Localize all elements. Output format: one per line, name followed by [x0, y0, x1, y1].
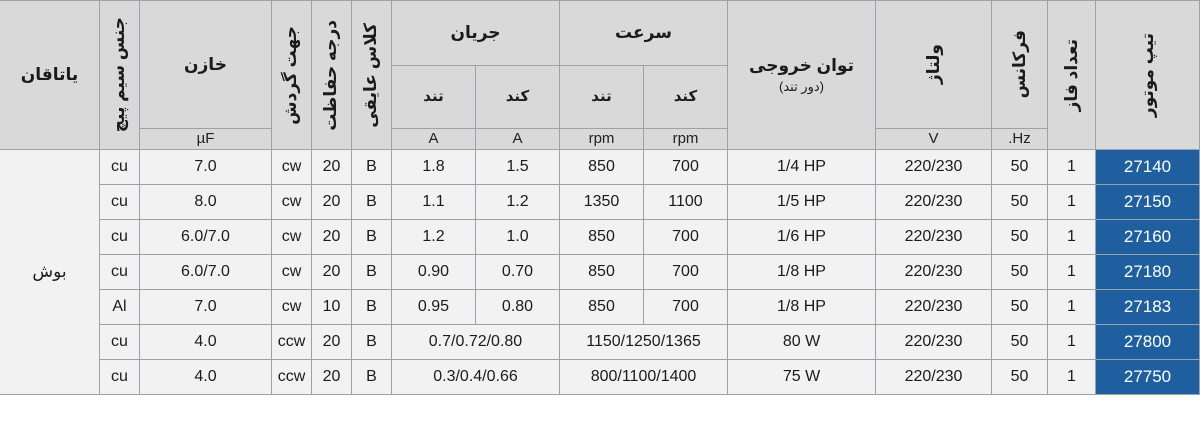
cell-frequency: 50 — [992, 220, 1048, 255]
header-current-low: کند — [476, 66, 560, 128]
cell-frequency: 50 — [992, 150, 1048, 185]
cell-code: 27180 — [1096, 255, 1200, 290]
cell-rotation: cw — [271, 290, 311, 325]
cell-rotation: cw — [271, 255, 311, 290]
cell-speed-high: 850 — [560, 290, 644, 325]
cell-power: 1/8 HP — [728, 290, 876, 325]
cell-winding: cu — [99, 325, 139, 360]
cell-winding: cu — [99, 360, 139, 395]
cell-protection-degree: 20 — [311, 360, 351, 395]
cell-voltage: 220/230 — [876, 150, 992, 185]
cell-protection-degree: 20 — [311, 150, 351, 185]
cell-protection-degree: 20 — [311, 185, 351, 220]
header-speed-high: تند — [560, 66, 644, 128]
cell-capacitor: 8.0 — [139, 185, 271, 220]
header-phases: تعداد فاز — [1048, 1, 1096, 150]
cell-phases: 1 — [1048, 290, 1096, 325]
cell-capacitor: 7.0 — [139, 150, 271, 185]
cell-code: 27150 — [1096, 185, 1200, 220]
unit-current-low: A — [476, 128, 560, 149]
cell-current-low: 1.5 — [476, 150, 560, 185]
cell-code: 27800 — [1096, 325, 1200, 360]
cell-capacitor: 7.0 — [139, 290, 271, 325]
cell-frequency: 50 — [992, 255, 1048, 290]
cell-voltage: 220/230 — [876, 220, 992, 255]
table-row — [0, 185, 1200, 220]
header-winding: جنس سیم پیچ — [99, 1, 139, 150]
cell-code: 27183 — [1096, 290, 1200, 325]
cell-phases: 1 — [1048, 185, 1096, 220]
cell-current-high: 1.8 — [391, 150, 475, 185]
cell-winding: cu — [99, 150, 139, 185]
cell-current-low: 1.2 — [476, 185, 560, 220]
cell-current-low: 0.80 — [476, 290, 560, 325]
header-insulation-class: کلاس عایقی — [351, 1, 391, 150]
cell-power: 1/8 HP — [728, 255, 876, 290]
cell-code: 27750 — [1096, 360, 1200, 395]
cell-voltage: 220/230 — [876, 360, 992, 395]
cell-voltage: 220/230 — [876, 185, 992, 220]
cell-insulation-class: B — [351, 360, 391, 395]
unit-frequency: Hz. — [992, 128, 1048, 149]
header-code: تیپ موتور — [1096, 1, 1200, 150]
cell-capacitor: 4.0 — [139, 325, 271, 360]
cell-phases: 1 — [1048, 325, 1096, 360]
cell-insulation-class: B — [351, 290, 391, 325]
cell-voltage: 220/230 — [876, 255, 992, 290]
header-protection-degree: درجه حفاظت — [311, 1, 351, 150]
cell-speed-low: 700 — [644, 290, 728, 325]
unit-voltage: V — [876, 128, 992, 149]
table-body — [0, 150, 1200, 395]
cell-phases: 1 — [1048, 360, 1096, 395]
table-row — [0, 150, 1200, 185]
header-capacitor: خازن — [139, 1, 271, 129]
cell-frequency: 50 — [992, 325, 1048, 360]
cell-phases: 1 — [1048, 220, 1096, 255]
cell-phases: 1 — [1048, 255, 1096, 290]
table-header — [0, 1, 1200, 150]
table-row — [0, 360, 1200, 395]
cell-rotation: cw — [271, 220, 311, 255]
cell-code: 27140 — [1096, 150, 1200, 185]
cell-current-merged: 0.3/0.4/0.66 — [391, 360, 559, 395]
cell-insulation-class: B — [351, 255, 391, 290]
header-speed-low: کند — [644, 66, 728, 128]
cell-protection-degree: 20 — [311, 220, 351, 255]
cell-speed-merged: 1150/1250/1365 — [560, 325, 728, 360]
cell-insulation-class: B — [351, 185, 391, 220]
cell-insulation-class: B — [351, 150, 391, 185]
cell-protection-degree: 20 — [311, 255, 351, 290]
cell-winding: cu — [99, 220, 139, 255]
cell-current-low: 1.0 — [476, 220, 560, 255]
cell-speed-high: 850 — [560, 220, 644, 255]
cell-protection-degree: 20 — [311, 325, 351, 360]
cell-current-high: 1.2 — [391, 220, 475, 255]
table-row — [0, 255, 1200, 290]
cell-speed-high: 1350 — [560, 185, 644, 220]
unit-speed-high: rpm — [560, 128, 644, 149]
cell-power: 1/6 HP — [728, 220, 876, 255]
cell-speed-low: 700 — [644, 150, 728, 185]
header-bearing: یاتاقان — [0, 1, 99, 150]
cell-rotation: ccw — [271, 360, 311, 395]
header-frequency: فرکانس — [992, 1, 1048, 129]
cell-protection-degree: 10 — [311, 290, 351, 325]
cell-rotation: cw — [271, 150, 311, 185]
cell-frequency: 50 — [992, 360, 1048, 395]
cell-capacitor: 6.0/7.0 — [139, 220, 271, 255]
table-row — [0, 290, 1200, 325]
cell-current-high: 0.95 — [391, 290, 475, 325]
cell-capacitor: 6.0/7.0 — [139, 255, 271, 290]
table-row — [0, 220, 1200, 255]
table-row — [0, 325, 1200, 360]
cell-speed-high: 850 — [560, 255, 644, 290]
cell-voltage: 220/230 — [876, 290, 992, 325]
cell-winding: cu — [99, 185, 139, 220]
header-speed-group: سرعت — [560, 1, 728, 66]
cell-power: 1/5 HP — [728, 185, 876, 220]
unit-speed-low: rpm — [644, 128, 728, 149]
cell-speed-low: 700 — [644, 220, 728, 255]
cell-rotation: ccw — [271, 325, 311, 360]
cell-capacitor: 4.0 — [139, 360, 271, 395]
cell-speed-high: 850 — [560, 150, 644, 185]
header-current-high: تند — [391, 66, 475, 128]
cell-bearing: بوش — [0, 150, 99, 395]
cell-current-low: 0.70 — [476, 255, 560, 290]
cell-power: 80 W — [728, 325, 876, 360]
header-rotation: جهت گردش — [271, 1, 311, 150]
cell-speed-low: 700 — [644, 255, 728, 290]
unit-capacitor: µF — [139, 128, 271, 149]
cell-phases: 1 — [1048, 150, 1096, 185]
cell-current-high: 1.1 — [391, 185, 475, 220]
cell-voltage: 220/230 — [876, 325, 992, 360]
cell-power: 75 W — [728, 360, 876, 395]
cell-current-merged: 0.7/0.72/0.80 — [391, 325, 559, 360]
cell-frequency: 50 — [992, 290, 1048, 325]
cell-current-high: 0.90 — [391, 255, 475, 290]
cell-speed-low: 1100 — [644, 185, 728, 220]
header-power: توان خروجی (دور تند) — [728, 1, 876, 150]
cell-frequency: 50 — [992, 185, 1048, 220]
cell-winding: cu — [99, 255, 139, 290]
cell-code: 27160 — [1096, 220, 1200, 255]
header-current-group: جریان — [391, 1, 559, 66]
cell-insulation-class: B — [351, 220, 391, 255]
cell-speed-merged: 800/1100/1400 — [560, 360, 728, 395]
cell-rotation: cw — [271, 185, 311, 220]
header-voltage: ولتاژ — [876, 1, 992, 129]
cell-winding: Al — [99, 290, 139, 325]
unit-current-high: A — [391, 128, 475, 149]
cell-insulation-class: B — [351, 325, 391, 360]
cell-power: 1/4 HP — [728, 150, 876, 185]
